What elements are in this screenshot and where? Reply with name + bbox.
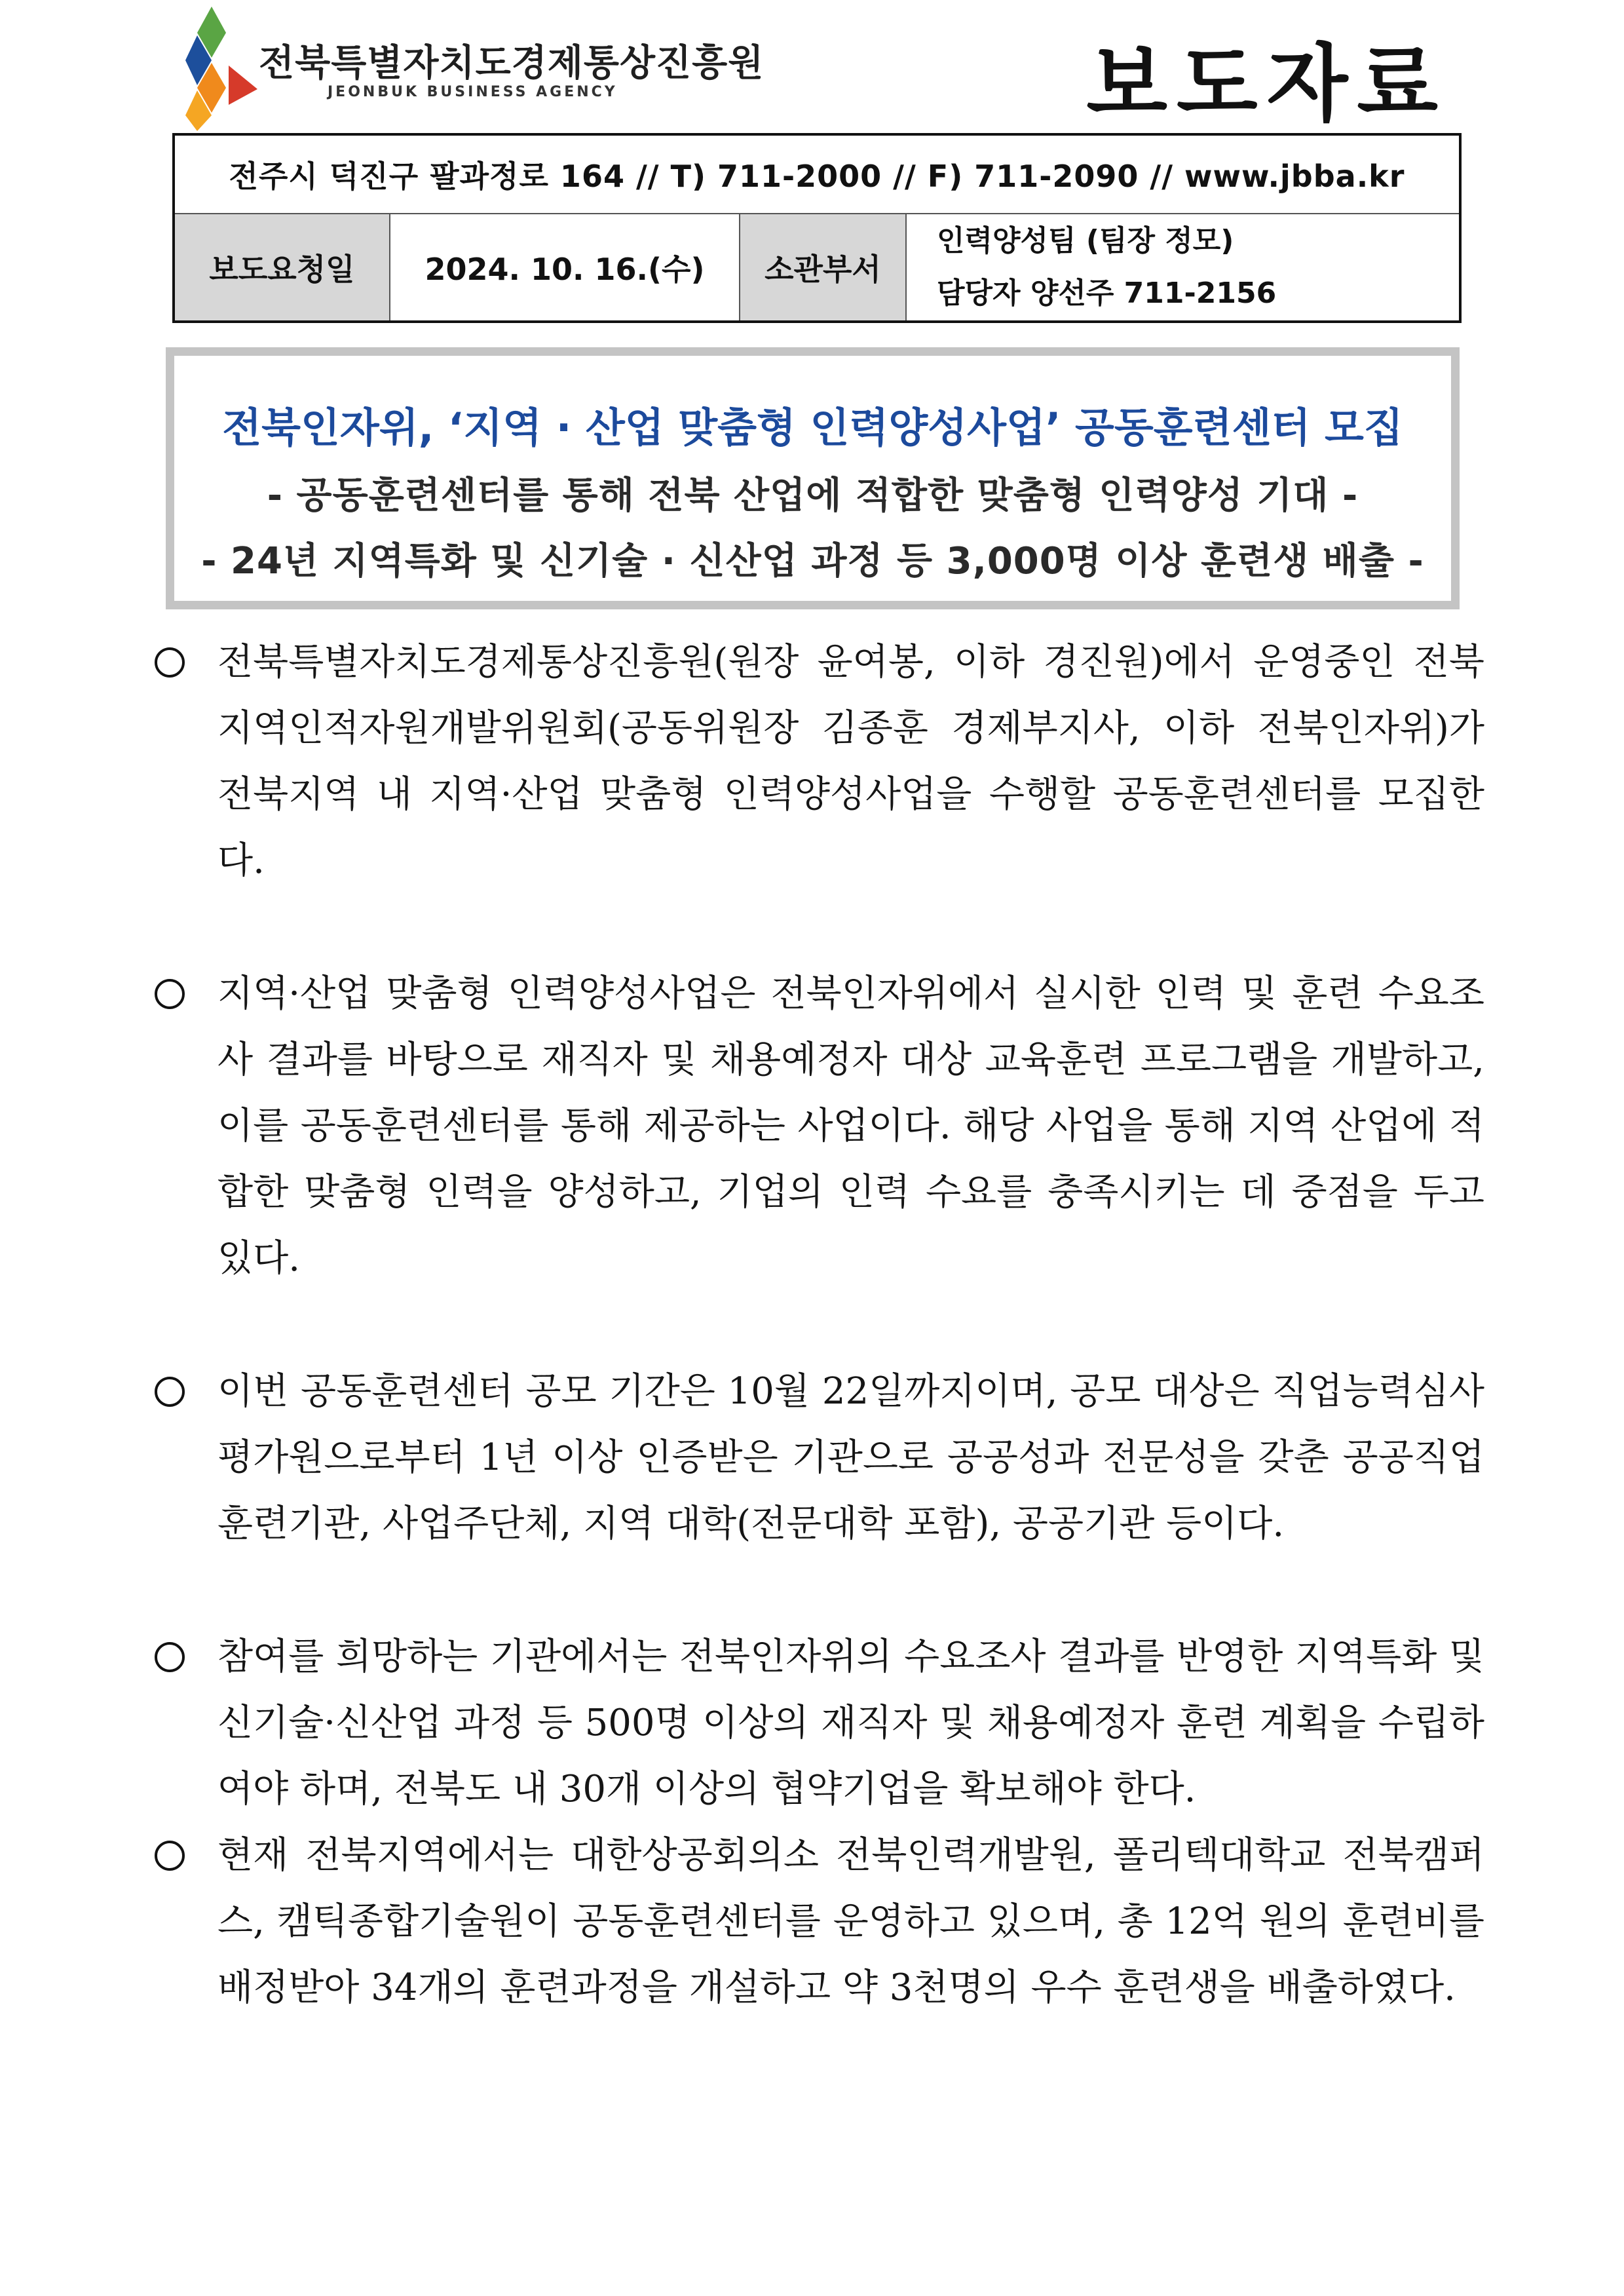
headline-subtitle-2: - 24년 지역특화 및 신기술 · 신산업 과정 등 3,000명 이상 훈련생 배출 - xyxy=(201,540,1424,583)
paragraph: 전북특별자치도경제통상진흥원(원장 윤여봉, 이하 경진원)에서 운영중인 전북지역인적자원개발위원회(공동위원장 김종훈 경제부지사, 이하 전북인자위)가 전북지역 내 지역·산업 맞춤형 인력양성사업을 수행할 공동훈련센터를 모집한다. xyxy=(155,629,1484,894)
article-body xyxy=(155,629,1484,2021)
headline-box xyxy=(166,347,1460,609)
paragraph: 지역·산업 맞춤형 인력양성사업은 전북인자위에서 실시한 인력 및 훈련 수요조사 결과를 바탕으로 재직자 및 채용예정자 대상 교육훈련 프로그램을 개발하고, 이를 공동훈련센터를 통해 제공하는 사업이다. 해당 사업을 통해 지역 산업에 적합한 맞춤형 인력을 양성하고, 기업의 인력 수요를 충족시키는 데 중점을 두고 있다. xyxy=(155,961,1484,1292)
department-info xyxy=(906,214,1460,322)
headline-subtitle-1: - 공동훈련센터를 통해 전북 산업에 적합한 맞춤형 인력양성 기대 - xyxy=(267,474,1359,517)
circle-bullet-icon xyxy=(155,647,185,678)
circle-bullet-icon xyxy=(155,1841,185,1871)
document-type-title: 보도자료 xyxy=(1086,35,1447,133)
press-info-table xyxy=(172,133,1462,323)
org-name-english: JEONBUK BUSINESS AGENCY xyxy=(328,84,618,100)
circle-bullet-icon xyxy=(155,979,185,1009)
circle-bullet-icon xyxy=(155,1377,185,1407)
headline-title: 전북인자위, ‘지역 · 산업 맞춤형 인력양성사업’ 공동훈련센터 모집 xyxy=(222,404,1403,451)
org-name: 전북특별자치도경제통상진흥원 xyxy=(259,42,765,85)
request-date-value: 2024. 10. 16.(수) xyxy=(390,214,740,322)
department-team: 인력양성팀 (팀장 정모) xyxy=(937,224,1234,258)
department-label: 소관부서 xyxy=(740,214,906,322)
paragraph: 현재 전북지역에서는 대한상공회의소 전북인력개발원, 폴리텍대학교 전북캠퍼스, 캠틱종합기술원이 공동훈련센터를 운영하고 있으며, 총 12억 원의 훈련비를 배정받아 34개의 훈련과정을 개설하고 약 3천명의 우수 훈련생을 배출하였다. xyxy=(155,1822,1484,2021)
agency-logo-icon xyxy=(185,7,264,131)
circle-bullet-icon xyxy=(155,1642,185,1672)
department-contact: 담당자 양선주 711-2156 xyxy=(937,277,1277,310)
request-date-label: 보도요청일 xyxy=(174,214,390,322)
paragraph: 참여를 희망하는 기관에서는 전북인자위의 수요조사 결과를 반영한 지역특화 및 신기술·신산업 과정 등 500명 이상의 재직자 및 채용예정자 훈련 계획을 수립하여야 하며, 전북도 내 30개 이상의 협약기업을 확보해야 한다. xyxy=(155,1624,1484,1822)
paragraph: 이번 공동훈련센터 공모 기간은 10월 22일까지이며, 공모 대상은 직업능력심사평가원으로부터 1년 이상 인증받은 기관으로 공공성과 전문성을 갖춘 공공직업훈련기관, 사업주단체, 지역 대학(전문대학 포함), 공공기관 등이다. xyxy=(155,1358,1484,1557)
contact-line: 전주시 덕진구 팔과정로 164 // T) 711-2000 // F) 711-2090 // www.jbba.kr xyxy=(174,134,1460,214)
